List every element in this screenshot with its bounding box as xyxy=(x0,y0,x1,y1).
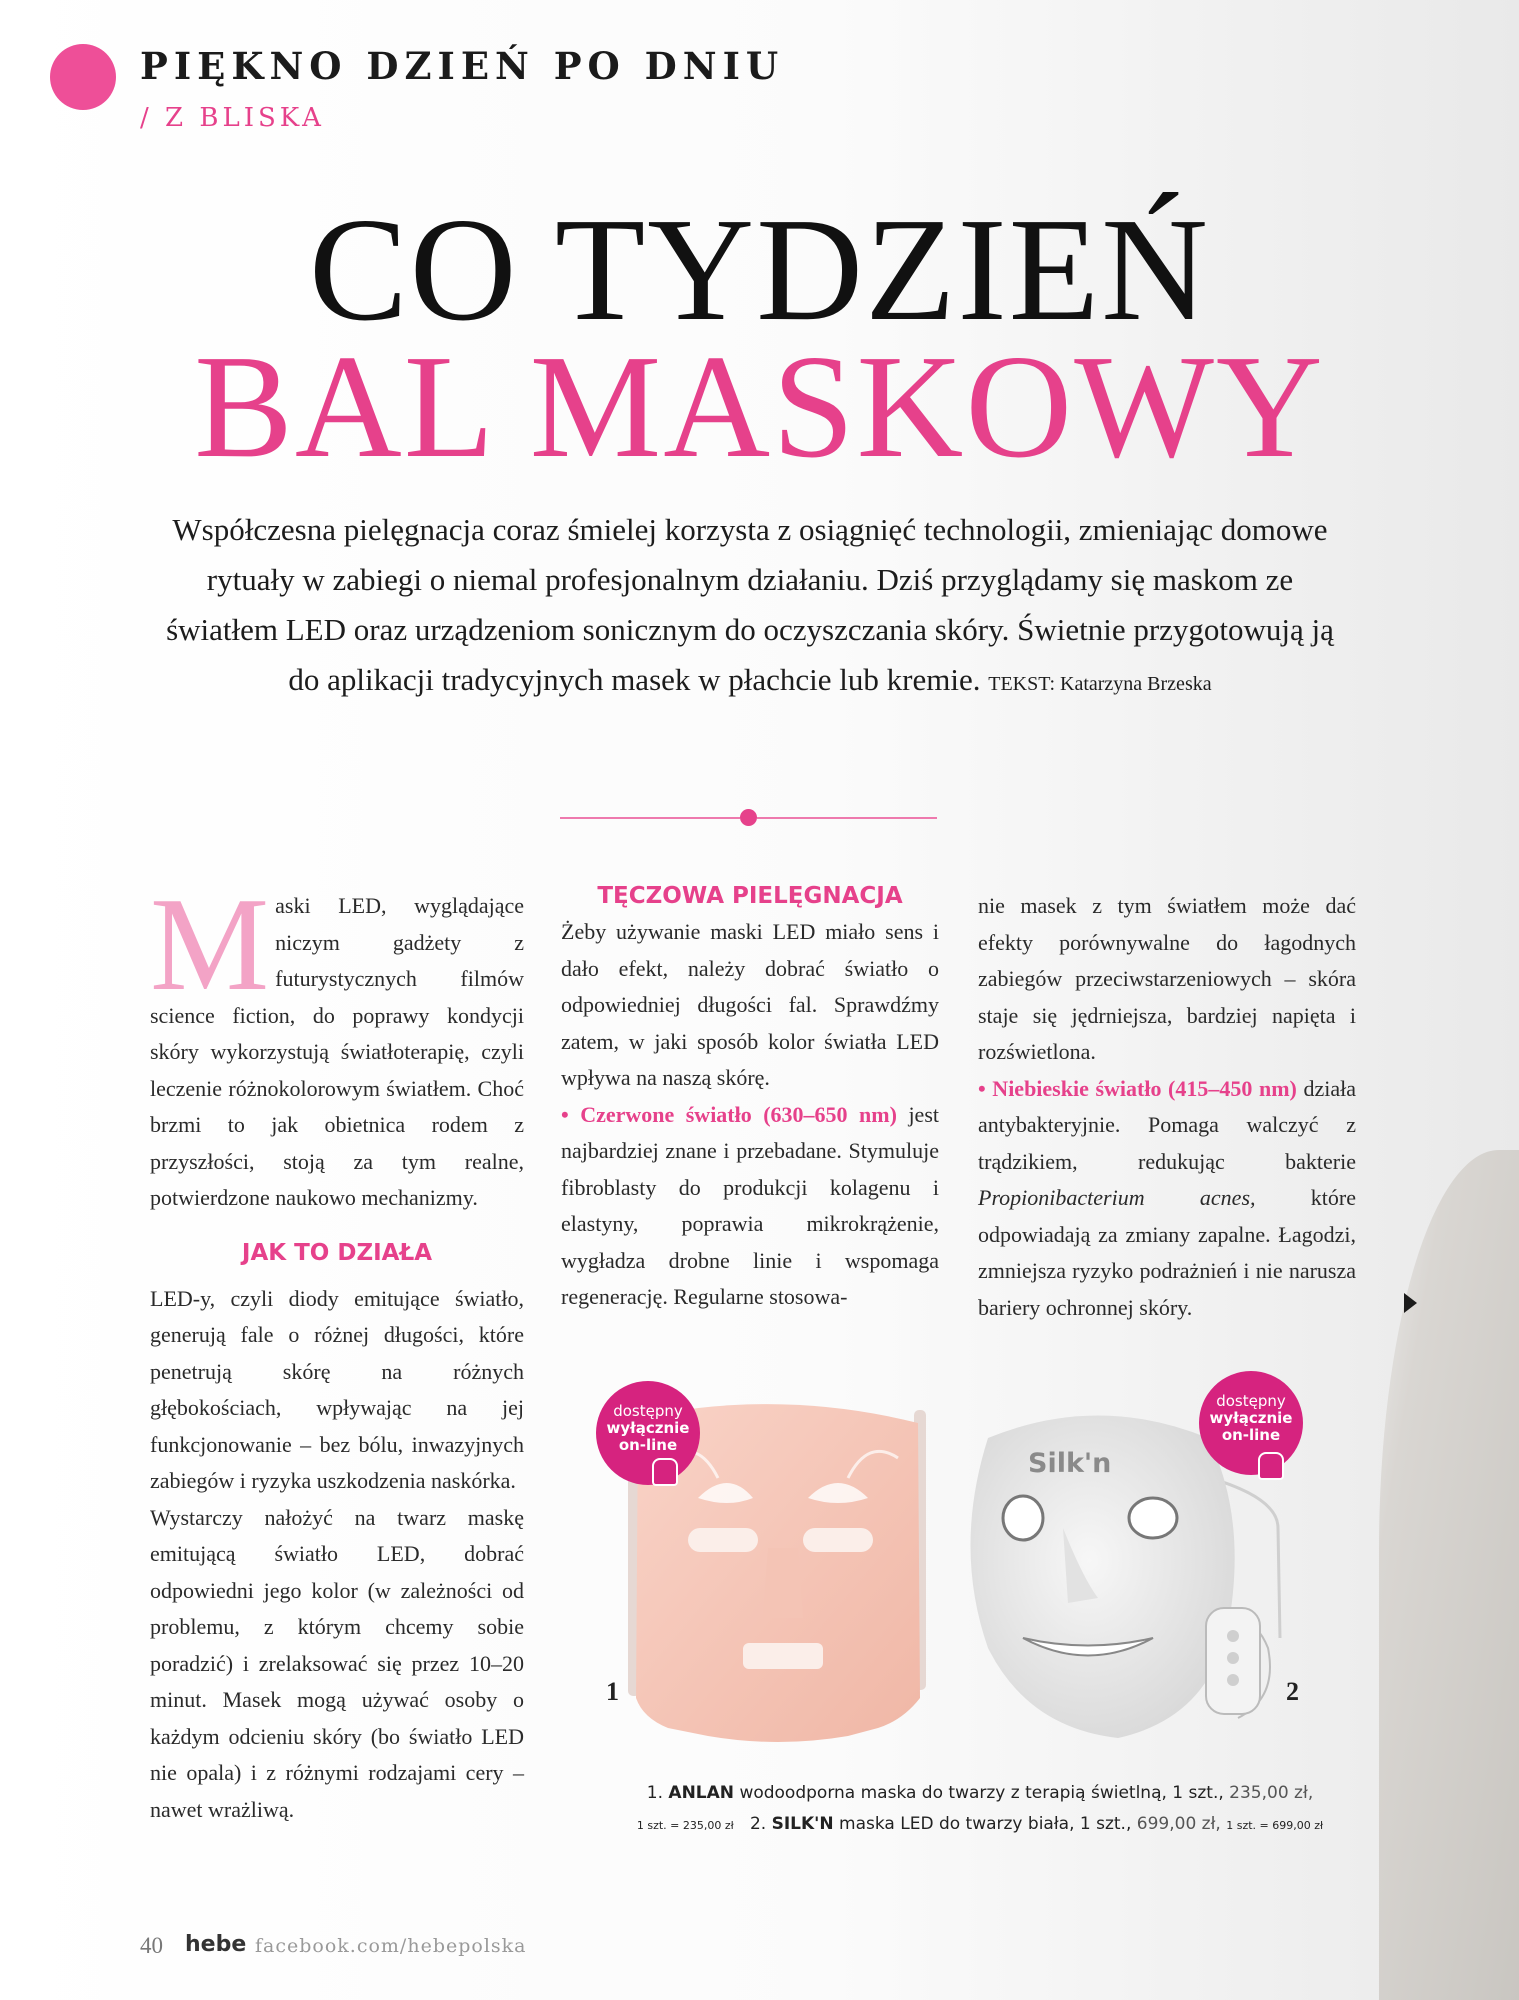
caption-p1-desc: wodoodporna maska do twarzy z terapią świetlną, 1 szt., xyxy=(739,1783,1224,1803)
footer-facebook-link[interactable]: facebook.com/hebepolska xyxy=(255,1935,527,1957)
lead-paragraph xyxy=(150,505,1350,709)
bullet-red-light: • Czerwone światło (630–650 nm) xyxy=(561,1101,897,1127)
caption-p2-number: 2. xyxy=(749,1814,767,1834)
drop-cap: M xyxy=(150,870,270,1018)
caption-p2-desc: maska LED do twarzy biała, 1 szt., xyxy=(839,1814,1132,1834)
caption-p1-price: 235,00 zł, xyxy=(1229,1783,1314,1803)
footer-brand-logo: hebe xyxy=(185,1932,247,1957)
badge-1-hand-cursor-icon xyxy=(652,1458,678,1486)
col2-red-text: jest najbardziej znane i przebadane. Stymuluje fibroblasty do produkcji kolagenu i elastyny, poprawia mikrokrążenie, wygładza drobne linie i wspomaga regenerację. Regularne stosowa- xyxy=(561,1101,939,1309)
col1-paragraph-2: Wystarczy nałożyć na twarz maskę emitującą światło LED, dobrać odpowiedni jego kolor (w zależności od problemu, z którym chcemy sobie poradzić) i zrelaksować się przez 10–20 minut. Masek mogą używać osoby o każdym odcieniu skóry (bo światło LED nie opala) i z różnymi rodzajami cery – nawet wrażliwą. xyxy=(150,1504,524,1822)
lead-text: Współczesna pielęgnacja coraz śmielej korzysta z osiągnięć technologii, zmieniając domowe rytuały w zabiegi o niemal profesjonalnym działaniu. Dziś przyglądamy się maskom ze światłem LED oraz urządzeniom sonicznym do oczyszczania skóry. Świetnie przygotowują ją do aplikacji tradycyjnych masek w płachcie lub kremie. xyxy=(166,512,1334,697)
divider-line-left xyxy=(560,817,740,819)
col3-bacteria-name: Propionibacterium acnes, xyxy=(978,1185,1256,1210)
product-caption xyxy=(600,1778,1360,1841)
badge-2-hand-cursor-icon xyxy=(1258,1452,1284,1480)
col3-paragraph-2 xyxy=(978,1071,1356,1327)
heading-teczowa-pielegnacja: TĘCZOWA PIELĘGNACJA xyxy=(597,883,903,909)
background-sleeve xyxy=(1379,1150,1519,2000)
heading-jak-to-dziala: JAK TO DZIAŁA xyxy=(241,1239,433,1266)
article-column-2 xyxy=(561,878,939,1316)
subsection-title: / Z BLISKA xyxy=(140,103,325,133)
caption-p2-brand: SILK'N xyxy=(771,1814,834,1834)
headline-line2: BAL MASKOWY xyxy=(194,325,1325,489)
caption-line-1 xyxy=(600,1778,1360,1809)
headline-line1: CO TYDZIEŃ xyxy=(308,188,1211,352)
byline-label: TEKST: xyxy=(988,673,1056,695)
product-2-logo: Silk'n xyxy=(1028,1448,1112,1479)
badge-2-line2: wyłącznie xyxy=(1209,1409,1293,1427)
caption-p2-unit-price: 1 szt. = 699,00 zł xyxy=(1226,1819,1324,1832)
col3-blue-text-b: które odpowiadają za zmiany zapalne. Łagodzi, zmniejsza ryzyko podrażnień i nie narusza bariery ochronnej skóry. xyxy=(978,1185,1356,1320)
section-title: PIĘKNO DZIEŃ PO DNIU xyxy=(140,44,785,88)
intro-text: aski LED, wyglądające niczym gadżety z futurystycznych filmów science fiction, do poprawy kondycji skóry wykorzystują światłoterapię, czyli leczenie różnokolorowym światłem. Choć brzmi to jak obietnica rodem z przyszłości, stoją za tym realne, potwierdzone naukowo mechanizmy. xyxy=(150,893,524,1210)
bullet-blue-light: • Niebieskie światło (415–450 nm) xyxy=(978,1075,1297,1101)
col3-blue-text-a: działa antybakteryjnie. Pomaga walczyć z trądzikiem, redukując bakterie xyxy=(978,1075,1357,1174)
caption-p1-brand: ANLAN xyxy=(668,1783,735,1803)
page-number: 40 xyxy=(140,1933,163,1958)
badge-1-line2: wyłącznie xyxy=(606,1419,690,1437)
badge-2-line3: on-line xyxy=(1221,1426,1281,1444)
badge-1-line3: on-line xyxy=(618,1436,678,1454)
caption-p1-number: 1. xyxy=(646,1783,664,1803)
caption-p1-unit-price: 1 szt. = 235,00 zł xyxy=(636,1819,734,1832)
caption-p2-price: 699,00 zł, xyxy=(1136,1814,1221,1834)
caption-line-2 xyxy=(600,1809,1360,1841)
badge-2-line1: dostępny xyxy=(1216,1392,1286,1410)
byline xyxy=(988,673,1211,695)
col1-paragraph-1: LED-y, czyli diody emitujące światło, generują fale o różnej długości, które penetrują skórę na różnych głębokościach, wpływając na jej funkcjonowanie – bez bólu, inwazyjnych zabiegów i ryzyka uszkodzenia naskórka. xyxy=(150,1285,524,1493)
col2-paragraph-2 xyxy=(561,1097,939,1316)
product-1-number: 1 xyxy=(606,1677,619,1706)
col2-paragraph-1: Żeby używanie maski LED miało sens i dało efekt, należy dobrać światło o odpowiedniej długości fal. Sprawdźmy zatem, w jaki sposób kolor światła LED wpływa na naszą skórę. xyxy=(561,919,939,1090)
continue-arrow-icon[interactable] xyxy=(1404,1293,1417,1313)
intro-paragraph xyxy=(150,870,524,1217)
article-column-3 xyxy=(978,888,1356,1326)
badge-1-line1: dostępny xyxy=(613,1402,683,1420)
divider-line-right xyxy=(757,817,937,819)
byline-author: Katarzyna Brzeska xyxy=(1060,673,1212,695)
col3-paragraph-1: nie masek z tym światłem może dać efekty porównywalne do łagodnych zabiegów przeciwstarzeniowych – skóra staje się jędrniejsza, bardziej napięta i rozświetlona. xyxy=(978,893,1356,1064)
product-2-number: 2 xyxy=(1286,1677,1299,1706)
divider-dot xyxy=(740,809,757,826)
product-2-online-badge xyxy=(1199,1371,1303,1475)
product-1-online-badge xyxy=(596,1381,700,1485)
article-column-1 xyxy=(150,870,524,1828)
section-dot-logo xyxy=(50,44,116,110)
